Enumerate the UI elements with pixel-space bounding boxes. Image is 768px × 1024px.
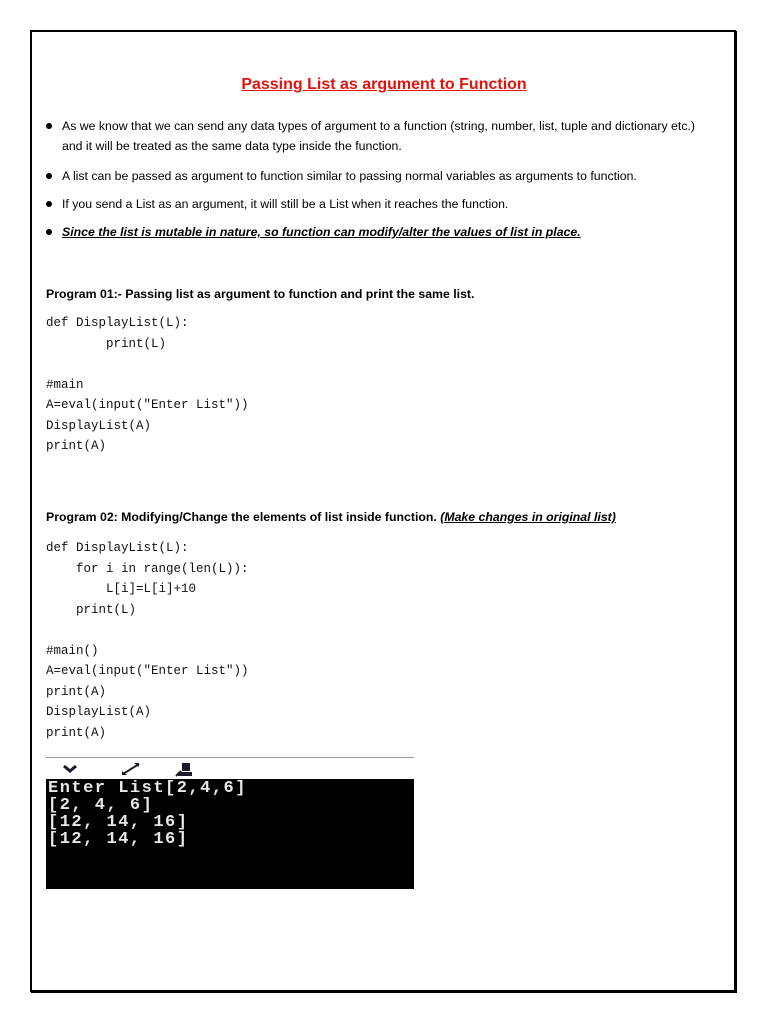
bullet-item: As we know that we can send any data types of argument to a function (string, number, list, tuple and dictionary etc.) and it will be treated as the same data type inside the function. [44, 116, 714, 156]
bullet-item-emphasis: Since the list is mutable in nature, so function can modify/alter the values of list in place. [44, 222, 714, 242]
chevron-down-icon[interactable] [62, 762, 78, 780]
console-line: [12, 14, 16] [48, 830, 189, 849]
bullet-dot-icon [46, 201, 52, 207]
bullet-item: A list can be passed as argument to function similar to passing normal variables as arguments to function. [44, 166, 714, 186]
bullet-list [44, 116, 714, 242]
program-2-heading-note: (Make changes in original list) [440, 510, 616, 524]
program-1-heading: Program 01:- Passing list as argument to function and print the same list. [46, 287, 475, 301]
bullet-dot-icon [46, 229, 52, 235]
page-title: Passing List as argument to Function [241, 76, 527, 93]
console-output [46, 779, 414, 889]
program-1-code: def DisplayList(L): print(L) #main A=eval(input("Enter List")) DisplayList(A) print(A) [46, 316, 249, 453]
console-toolbar [46, 757, 414, 780]
console-line: [2, 4, 6] [48, 796, 154, 815]
console-line: Enter List[2,4,6] [48, 779, 247, 798]
program-2-code: def DisplayList(L): for i in range(len(L)): L[i]=L[i]+10 print(L) #main() A=eval(input("Enter List")) print(A) DisplayList(A) print(A) [46, 541, 249, 740]
program-2-heading [46, 510, 616, 524]
bullet-dot-icon [46, 173, 52, 179]
bullet-dot-icon [46, 123, 52, 129]
program-2-heading-text: Program 02: Modifying/Change the elements of list inside function. [46, 510, 441, 524]
console-line: [12, 14, 16] [48, 813, 189, 832]
bullet-item: If you send a List as an argument, it will still be a List when it reaches the function. [44, 194, 714, 214]
